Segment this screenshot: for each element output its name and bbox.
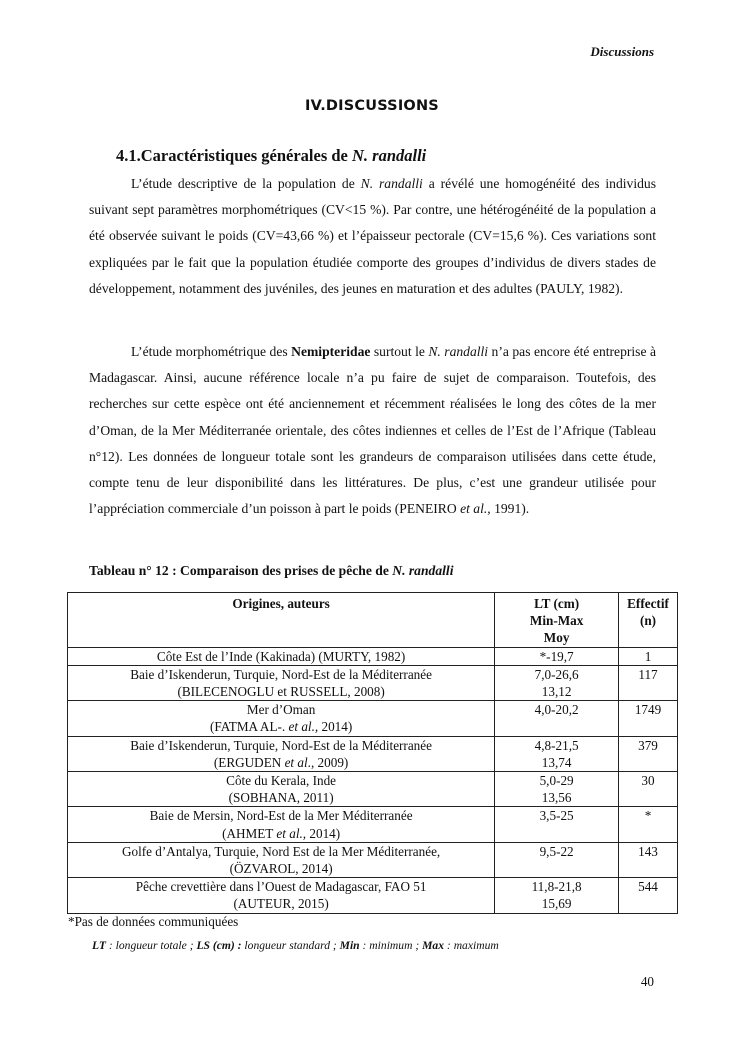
abbr-min-text: : minimum ; (359, 939, 423, 952)
abbr-max: Max (422, 939, 445, 952)
section-title (116, 146, 426, 166)
author-text: (BILECENOGLU et RUSSELL, 2008) (177, 684, 385, 700)
paragraph-1 (89, 171, 656, 302)
p1-species: N. randalli (360, 176, 423, 191)
author-text: (FATMA AL-. (209, 719, 289, 735)
header-lt-line3: Moy (543, 630, 570, 646)
cell-length (495, 736, 619, 771)
p2-text-c: n’a pas encore été entreprise à Madagascar. Ainsi, aucune référence locale n’a pu faire de sujet de comparaison. Toutefois, des recherches sur cette espèce ont été anciennement et récemment réalisées le long des côtes de la mer d’Oman, de la Mer Méditerranée orientale, des côtes indiennes et celles de l’Est de l’Afrique (Tableau n°12). Les données de longueur totale sont les grandeurs de comparaison utilisées dans cette étude, compte tenu de leur disponibilité dans les littératures. De plus, c’est une grandeur utilisée pour l’appréciation commerciale d’un poisson à part le poids (PENEIRO (89, 344, 656, 517)
cell-origin (68, 701, 495, 736)
comparison-table (67, 592, 678, 914)
author-text: (AHMET (222, 825, 277, 841)
cell-length (495, 878, 619, 913)
cell-effectif: 1 (619, 647, 678, 665)
table-footnote: *Pas de données communiquées (68, 914, 239, 929)
cell-effectif: 1749 (619, 701, 678, 736)
p2-text-a: L’étude morphométrique des (131, 344, 292, 359)
origin-author (71, 825, 491, 842)
author-year: ., 2009) (307, 754, 349, 770)
origin-author (71, 754, 491, 771)
cell-effectif: 379 (619, 736, 678, 771)
p1-text-b: a révélé une homogénéité des individus suivant sept paramètres morphométriques (CV<15 %). Par contre, une hétérogénéité de la population a été observée suivant le poids (CV=43,66 %) et l’épaisseur pectorale (CV=15,6 %). Ces variations sont expliquées par le fait que la population étudiée comporte des groupes d’individus de divers stades de développement, notamment des juvéniles, des jeunes en maturation et des adultes (PAULY, 1982). (89, 176, 656, 296)
length-range: 5,0-29 (539, 773, 574, 789)
author-etal: et al., (276, 825, 307, 841)
cell-origin (68, 878, 495, 913)
length-range: 11,8-21,8 (531, 879, 582, 895)
header-eff-line2: (n) (639, 613, 657, 629)
origin-location: Mer d’Oman (246, 702, 316, 718)
cell-effectif: 143 (619, 842, 678, 877)
table-row (68, 701, 678, 736)
cell-length (495, 701, 619, 736)
cell-origin (68, 772, 495, 807)
origin-location: Baie de Mersin, Nord-Est de la Mer Méditerranée (149, 808, 413, 824)
p2-family: Nemipteridae (291, 344, 371, 359)
length-range: 9,5-22 (539, 843, 574, 859)
length-range: 7,0-26,6 (534, 666, 579, 682)
table-caption (89, 563, 453, 579)
abbr-lt-text: : longueur totale ; (105, 939, 197, 952)
table-row (68, 842, 678, 877)
cell-length (495, 665, 619, 700)
abbr-ls-text: longueur standard ; (241, 939, 340, 952)
cell-origin (68, 647, 495, 665)
cell-length (495, 842, 619, 877)
header-lt-line1: LT (cm) (534, 596, 580, 611)
author-year: 2014) (318, 719, 353, 735)
p2-text-b: surtout le (370, 344, 429, 359)
author-text: (SOBHANA, 2011) (228, 790, 334, 806)
chapter-title: IV.DISCUSSIONS (305, 98, 439, 114)
origin-location: Côte Est de l’Inde (Kakinada) (MURTY, 1982) (156, 648, 406, 664)
origin-location: Golfe d’Antalya, Turquie, Nord Est de la Mer Méditerranée, (121, 843, 441, 859)
length-range: 4,8-21,5 (534, 737, 579, 753)
abbreviations-note (92, 939, 499, 952)
author-text: (ERGUDEN (213, 754, 285, 770)
p2-species: N. randalli (428, 344, 489, 359)
origin-location: Baie d’Iskenderun, Turquie, Nord-Est de la Méditerranée (130, 737, 432, 753)
cell-effectif: 544 (619, 878, 678, 913)
section-title-text: 4.1.Caractéristiques générales de (116, 146, 352, 165)
table-row (68, 807, 678, 842)
origin-author (71, 789, 491, 806)
p2-text-d: 1991). (490, 501, 530, 517)
author-etal: et al (284, 754, 308, 770)
table-row (68, 647, 678, 665)
table-row (68, 772, 678, 807)
cell-origin (68, 665, 495, 700)
author-text: (AUTEUR, 2015) (233, 896, 329, 912)
abbr-max-text: : maximum (444, 939, 499, 952)
length-range: *-19,7 (539, 648, 574, 664)
table-row (68, 665, 678, 700)
origin-location: Côte du Kerala, Inde (226, 773, 337, 789)
header-lt-line2: Min-Max (529, 613, 584, 629)
cell-origin (68, 736, 495, 771)
abbr-ls: LS (cm) : (196, 939, 242, 952)
length-mean: 13,74 (541, 754, 572, 770)
abbr-min: Min (339, 939, 360, 952)
cell-effectif: 30 (619, 772, 678, 807)
length-mean: 15,69 (541, 896, 572, 912)
origin-author (71, 718, 491, 735)
cell-length (495, 647, 619, 665)
length-range: 4,0-20,2 (534, 702, 579, 718)
origin-author (71, 895, 491, 912)
cell-length (495, 807, 619, 842)
origin-location: Baie d’Iskenderun, Turquie, Nord-Est de la Méditerranée (130, 666, 432, 682)
page-number: 40 (640, 974, 654, 989)
length-range: 3,5-25 (539, 808, 574, 824)
length-mean: 13,56 (541, 790, 572, 806)
cell-effectif: * (619, 807, 678, 842)
table-caption-text: Tableau n° 12 : Comparaison des prises de pêche de (89, 563, 393, 578)
author-year: 2014) (306, 825, 341, 841)
cell-length (495, 772, 619, 807)
origin-location: Pêche crevettière dans l’Ouest de Madagascar, FAO 51 (135, 879, 427, 895)
origin-author (71, 683, 491, 700)
origin-author (71, 860, 491, 877)
cell-effectif: 117 (619, 665, 678, 700)
cell-origin (68, 807, 495, 842)
p1-text-a: L’étude descriptive de la population de (131, 176, 361, 191)
table-body (68, 647, 678, 913)
author-text: (ÖZVAROL, 2014) (229, 861, 333, 877)
author-etal: et al., (288, 719, 319, 735)
header-eff-line1: Effectif (627, 596, 669, 611)
section-title-species: N. randalli (352, 146, 427, 165)
header-effectif (619, 593, 678, 648)
table-caption-species: N. randalli (392, 563, 454, 578)
header-origin: Origines, auteurs (68, 593, 495, 648)
p2-etal: et al., (460, 501, 491, 517)
table-row (68, 736, 678, 771)
table-header-row (68, 593, 678, 648)
running-header: Discussions (590, 44, 654, 59)
length-mean: 13,12 (541, 684, 572, 700)
paragraph-2 (89, 339, 656, 522)
table-row (68, 878, 678, 913)
header-lt (495, 593, 619, 648)
cell-origin (68, 842, 495, 877)
abbr-lt: LT (92, 939, 106, 952)
